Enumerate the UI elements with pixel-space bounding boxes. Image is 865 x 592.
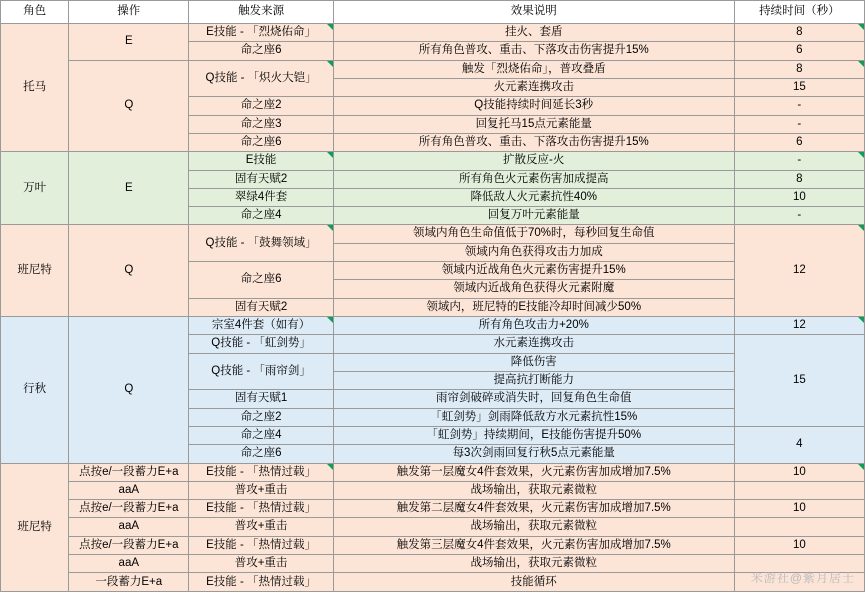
effect-cell: 领域内角色获得攻击力加成 xyxy=(333,243,734,261)
duration-cell: 15 xyxy=(734,335,864,427)
table-body xyxy=(1,24,865,592)
duration-cell xyxy=(734,573,864,592)
table-row xyxy=(1,463,865,481)
source-cell: E技能 - 「热情过载」 xyxy=(189,573,333,592)
table-row xyxy=(1,536,865,554)
effect-cell: 领域内，班尼特的E技能冷却时间减少50% xyxy=(333,298,734,316)
character-cell-bennett-rotation: 班尼特 xyxy=(1,463,69,592)
table-row xyxy=(1,152,865,170)
header-character: 角色 xyxy=(1,1,69,24)
effect-cell: 领域内角色生命值低于70%时，每秒回复生命值 xyxy=(333,225,734,243)
effect-cell: 技能循环 xyxy=(333,573,734,592)
source-cell: 命之座6 xyxy=(189,445,333,463)
effect-cell: Q技能持续时间延长3秒 xyxy=(333,97,734,115)
table-row xyxy=(1,518,865,536)
effect-cell: 提高抗打断能力 xyxy=(333,371,734,389)
effect-cell: 触发「烈烧佑命」，普攻叠盾 xyxy=(333,60,734,78)
duration-cell xyxy=(734,481,864,499)
effect-cell: 所有角色普攻、重击、下落攻击伤害提升15% xyxy=(333,42,734,60)
duration-cell: 10 xyxy=(734,188,864,206)
source-cell: 固有天赋2 xyxy=(189,298,333,316)
effect-cell: 触发第一层魔女4件套效果，火元素伤害加成增加7.5% xyxy=(333,463,734,481)
effect-cell: 战场输出，获取元素微粒 xyxy=(333,555,734,573)
header-row xyxy=(1,1,865,24)
table-row xyxy=(1,317,865,335)
duration-cell: 10 xyxy=(734,536,864,554)
duration-cell: 8 xyxy=(734,60,864,78)
header-operation: 操作 xyxy=(69,1,189,24)
duration-cell: 15 xyxy=(734,78,864,96)
watermark: 米游社@紫月居士 xyxy=(750,571,855,585)
effect-cell: 战场输出，获取元素微粒 xyxy=(333,518,734,536)
table-row xyxy=(1,573,865,592)
effect-cell: 回复托马15点元素能量 xyxy=(333,115,734,133)
source-cell: 固有天赋1 xyxy=(189,390,333,408)
operation-cell: E xyxy=(69,24,189,61)
source-cell: 固有天赋2 xyxy=(189,170,333,188)
source-cell: 宗室4件套（如有） xyxy=(189,317,333,335)
effect-cell: 所有角色攻击力+20% xyxy=(333,317,734,335)
source-cell: 命之座6 xyxy=(189,133,333,151)
duration-cell xyxy=(734,518,864,536)
table-row xyxy=(1,24,865,42)
source-cell: 命之座6 xyxy=(189,42,333,60)
header-effect: 效果说明 xyxy=(333,1,734,24)
effect-cell: 火元素连携攻击 xyxy=(333,78,734,96)
effect-cell: 雨帘剑破碎或消失时，回复角色生命值 xyxy=(333,390,734,408)
table-row xyxy=(1,481,865,499)
operation-cell: E xyxy=(69,152,189,225)
source-cell: E技能 - 「热情过载」 xyxy=(189,500,333,518)
duration-cell: 10 xyxy=(734,500,864,518)
table-row xyxy=(1,555,865,573)
table-header xyxy=(1,1,865,24)
operation-cell: 点按e/一段蓄力E+a xyxy=(69,463,189,481)
duration-cell: 8 xyxy=(734,170,864,188)
duration-cell: - xyxy=(734,97,864,115)
effect-cell: 回复万叶元素能量 xyxy=(333,207,734,225)
source-cell: E技能 - 「烈烧佑命」 xyxy=(189,24,333,42)
source-cell: Q技能 - 「虹剑势」 xyxy=(189,335,333,353)
effect-cell: 触发第三层魔女4件套效果，火元素伤害加成增加7.5% xyxy=(333,536,734,554)
effect-cell: 降低伤害 xyxy=(333,353,734,371)
source-cell: Q技能 - 「炽火大铠」 xyxy=(189,60,333,97)
character-cell-bennett: 班尼特 xyxy=(1,225,69,317)
duration-cell: 12 xyxy=(734,225,864,317)
effect-cell: 每3次剑雨回复行秋5点元素能量 xyxy=(333,445,734,463)
table-row xyxy=(1,500,865,518)
operation-cell: Q xyxy=(69,60,189,152)
source-cell: 普攻+重击 xyxy=(189,555,333,573)
source-cell: Q技能 - 「雨帘剑」 xyxy=(189,353,333,390)
table-row xyxy=(1,225,865,243)
duration-cell: 6 xyxy=(734,42,864,60)
source-cell: E技能 - 「热情过载」 xyxy=(189,463,333,481)
effect-cell: 「虹剑势」持续期间，E技能伤害提升50% xyxy=(333,426,734,444)
operation-cell: 点按e/一段蓄力E+a xyxy=(69,500,189,518)
operation-cell: Q xyxy=(69,317,189,464)
source-cell: 命之座3 xyxy=(189,115,333,133)
duration-cell: 10 xyxy=(734,463,864,481)
character-cell-xingqiu: 行秋 xyxy=(1,317,69,464)
source-cell: 普攻+重击 xyxy=(189,481,333,499)
duration-cell: 12 xyxy=(734,317,864,335)
source-cell: 翠绿4件套 xyxy=(189,188,333,206)
source-cell: 命之座6 xyxy=(189,262,333,299)
character-cell-tuoma: 托马 xyxy=(1,24,69,152)
effect-cell: 降低敌人火元素抗性40% xyxy=(333,188,734,206)
effect-cell: 所有角色火元素伤害加成提高 xyxy=(333,170,734,188)
duration-cell xyxy=(734,555,864,573)
duration-cell: 4 xyxy=(734,426,864,463)
operation-cell: aaA xyxy=(69,481,189,499)
effect-cell: 挂火、套盾 xyxy=(333,24,734,42)
duration-cell: 8 xyxy=(734,24,864,42)
source-cell: E技能 xyxy=(189,152,333,170)
source-cell: 命之座4 xyxy=(189,207,333,225)
table-row xyxy=(1,60,865,78)
effect-cell: 「虹剑势」剑雨降低敌方水元素抗性15% xyxy=(333,408,734,426)
character-cell-wanye: 万叶 xyxy=(1,152,69,225)
source-cell: 普攻+重击 xyxy=(189,518,333,536)
operation-cell: aaA xyxy=(69,555,189,573)
header-duration: 持续时间（秒） xyxy=(734,1,864,24)
effect-cell: 触发第二层魔女4件套效果，火元素伤害加成增加7.5% xyxy=(333,500,734,518)
source-cell: 命之座2 xyxy=(189,408,333,426)
effect-cell: 所有角色普攻、重击、下落攻击伤害提升15% xyxy=(333,133,734,151)
effect-cell: 扩散反应-火 xyxy=(333,152,734,170)
duration-cell: - xyxy=(734,115,864,133)
operation-cell: 一段蓄力E+a xyxy=(69,573,189,592)
source-cell: E技能 - 「热情过载」 xyxy=(189,536,333,554)
effect-cell: 领域内近战角色获得火元素附魔 xyxy=(333,280,734,298)
duration-cell: - xyxy=(734,207,864,225)
duration-cell: 6 xyxy=(734,133,864,151)
effect-cell: 战场输出，获取元素微粒 xyxy=(333,481,734,499)
operation-cell: Q xyxy=(69,225,189,317)
effect-cell: 领域内近战角色火元素伤害提升15% xyxy=(333,262,734,280)
duration-cell: - xyxy=(734,152,864,170)
operation-cell: 点按e/一段蓄力E+a xyxy=(69,536,189,554)
header-source: 触发来源 xyxy=(189,1,333,24)
source-cell: 命之座2 xyxy=(189,97,333,115)
source-cell: 命之座4 xyxy=(189,426,333,444)
source-cell: Q技能 - 「鼓舞领域」 xyxy=(189,225,333,262)
operation-cell: aaA xyxy=(69,518,189,536)
effect-cell: 水元素连携攻击 xyxy=(333,335,734,353)
